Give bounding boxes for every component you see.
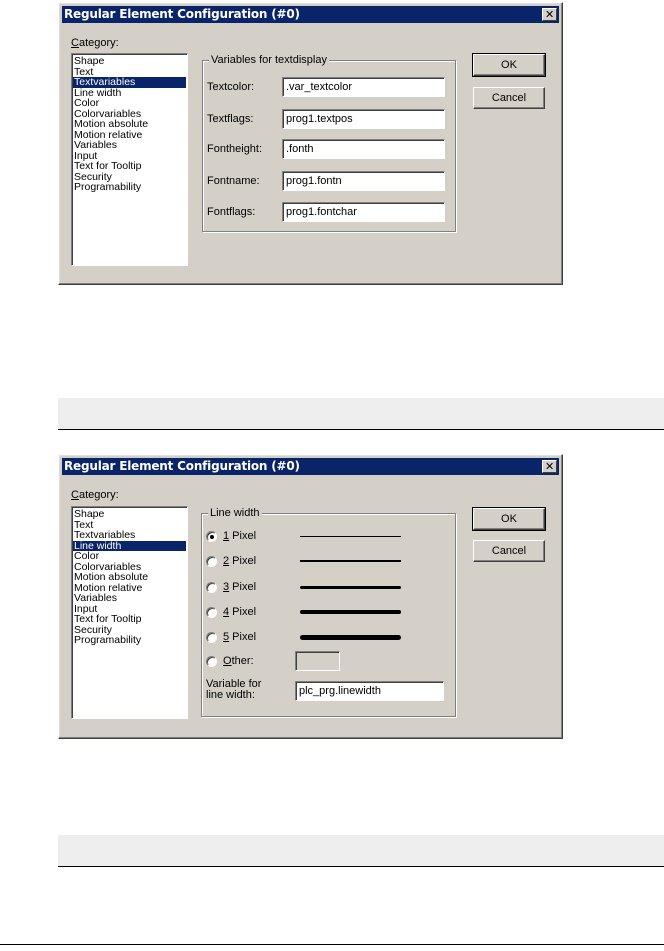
- dialog-titlebar[interactable]: [62, 458, 559, 475]
- category-item[interactable]: Motion absolute: [74, 571, 149, 583]
- group-title: Variables for textdisplay: [211, 54, 327, 66]
- close-icon[interactable]: ✕: [542, 460, 557, 473]
- linewidth-radio[interactable]: [206, 556, 217, 567]
- dialog-title: Regular Element Configuration (#0): [64, 7, 300, 21]
- linewidth-radio[interactable]: [206, 582, 217, 593]
- category-item[interactable]: Motion absolute: [74, 118, 149, 130]
- radio-label[interactable]: 4 Pixel: [223, 606, 257, 618]
- other-width-input[interactable]: [295, 651, 340, 671]
- category-list[interactable]: [71, 506, 188, 719]
- radio-label[interactable]: 2 Pixel: [223, 555, 257, 567]
- linewidth-sample-line: [300, 560, 401, 562]
- group-title: Line width: [210, 507, 260, 519]
- category-item[interactable]: Textvariables: [73, 77, 186, 88]
- linewidth-radio[interactable]: [206, 531, 217, 542]
- footer-rule: [0, 944, 664, 945]
- category-list[interactable]: [71, 53, 188, 266]
- linewidth-sample-line: [300, 586, 401, 589]
- category-item[interactable]: Variables: [74, 139, 117, 151]
- dialog-linewidth: [58, 454, 563, 739]
- category-item[interactable]: Text for Tooltip: [74, 160, 142, 172]
- category-item[interactable]: Input: [74, 602, 98, 615]
- separator-band: [58, 835, 664, 867]
- ok-button[interactable]: OK: [473, 508, 545, 530]
- variable-input[interactable]: prog1.textpos: [282, 109, 445, 129]
- cancel-button[interactable]: Cancel: [473, 540, 545, 562]
- field-label: Fontflags:: [207, 206, 256, 218]
- variable-input[interactable]: prog1.fontchar: [282, 202, 445, 222]
- category-item[interactable]: Colorvariables: [74, 107, 142, 120]
- dialog-titlebar[interactable]: [62, 6, 559, 23]
- cancel-button[interactable]: Cancel: [473, 87, 545, 109]
- field-label: Fontheight:: [207, 143, 263, 155]
- category-label: Category:: [71, 489, 119, 501]
- field-label: Fontname:: [207, 175, 260, 187]
- category-item[interactable]: Security: [74, 623, 112, 636]
- linewidth-radio[interactable]: [206, 632, 217, 643]
- other-radio[interactable]: [206, 656, 217, 667]
- category-item[interactable]: Colorvariables: [74, 560, 142, 573]
- linewidth-sample-line: [300, 536, 401, 537]
- linewidth-variable-input[interactable]: plc_prg.linewidth: [295, 681, 444, 701]
- category-item[interactable]: Text for Tooltip: [74, 613, 142, 625]
- category-label: Category:: [71, 37, 119, 49]
- category-item[interactable]: Motion relative: [74, 128, 143, 141]
- category-item[interactable]: Textvariables: [74, 529, 136, 541]
- radio-label[interactable]: 5 Pixel: [223, 631, 257, 643]
- category-item[interactable]: Line width: [74, 86, 122, 99]
- variable-input[interactable]: .fonth: [282, 139, 445, 159]
- category-item[interactable]: Shape: [74, 508, 105, 520]
- linewidth-radio[interactable]: [206, 607, 217, 618]
- close-icon[interactable]: ✕: [542, 8, 557, 21]
- category-item[interactable]: Input: [74, 149, 98, 162]
- radio-label[interactable]: 1 Pixel: [223, 530, 257, 542]
- linewidth-sample-line: [300, 610, 401, 614]
- separator-band: [58, 398, 664, 430]
- category-item[interactable]: Security: [74, 170, 112, 183]
- field-label: Textcolor:: [207, 81, 255, 93]
- ok-button[interactable]: OK: [473, 54, 545, 76]
- radio-selected-dot: [210, 535, 214, 539]
- other-label[interactable]: Other:: [223, 655, 254, 667]
- dialog-title: Regular Element Configuration (#0): [64, 459, 300, 473]
- category-item[interactable]: Text: [74, 518, 94, 531]
- variable-input[interactable]: .var_textcolor: [282, 77, 445, 97]
- category-item[interactable]: Motion relative: [74, 581, 143, 594]
- category-item[interactable]: Text: [74, 65, 94, 78]
- category-item[interactable]: Variables: [74, 592, 117, 604]
- variable-input[interactable]: prog1.fontn: [282, 171, 445, 191]
- radio-label[interactable]: 3 Pixel: [223, 581, 257, 593]
- dialog-textvariables: [58, 2, 563, 285]
- category-item[interactable]: Programability: [74, 634, 142, 646]
- category-item[interactable]: Shape: [74, 55, 105, 67]
- variable-label: Variable for line width:: [206, 678, 262, 701]
- category-item[interactable]: Color: [74, 550, 100, 562]
- linewidth-sample-line: [300, 635, 401, 640]
- category-item[interactable]: Programability: [74, 181, 142, 193]
- category-item[interactable]: Line width: [73, 541, 186, 552]
- field-label: Textflags:: [207, 113, 254, 125]
- category-item[interactable]: Color: [74, 97, 100, 109]
